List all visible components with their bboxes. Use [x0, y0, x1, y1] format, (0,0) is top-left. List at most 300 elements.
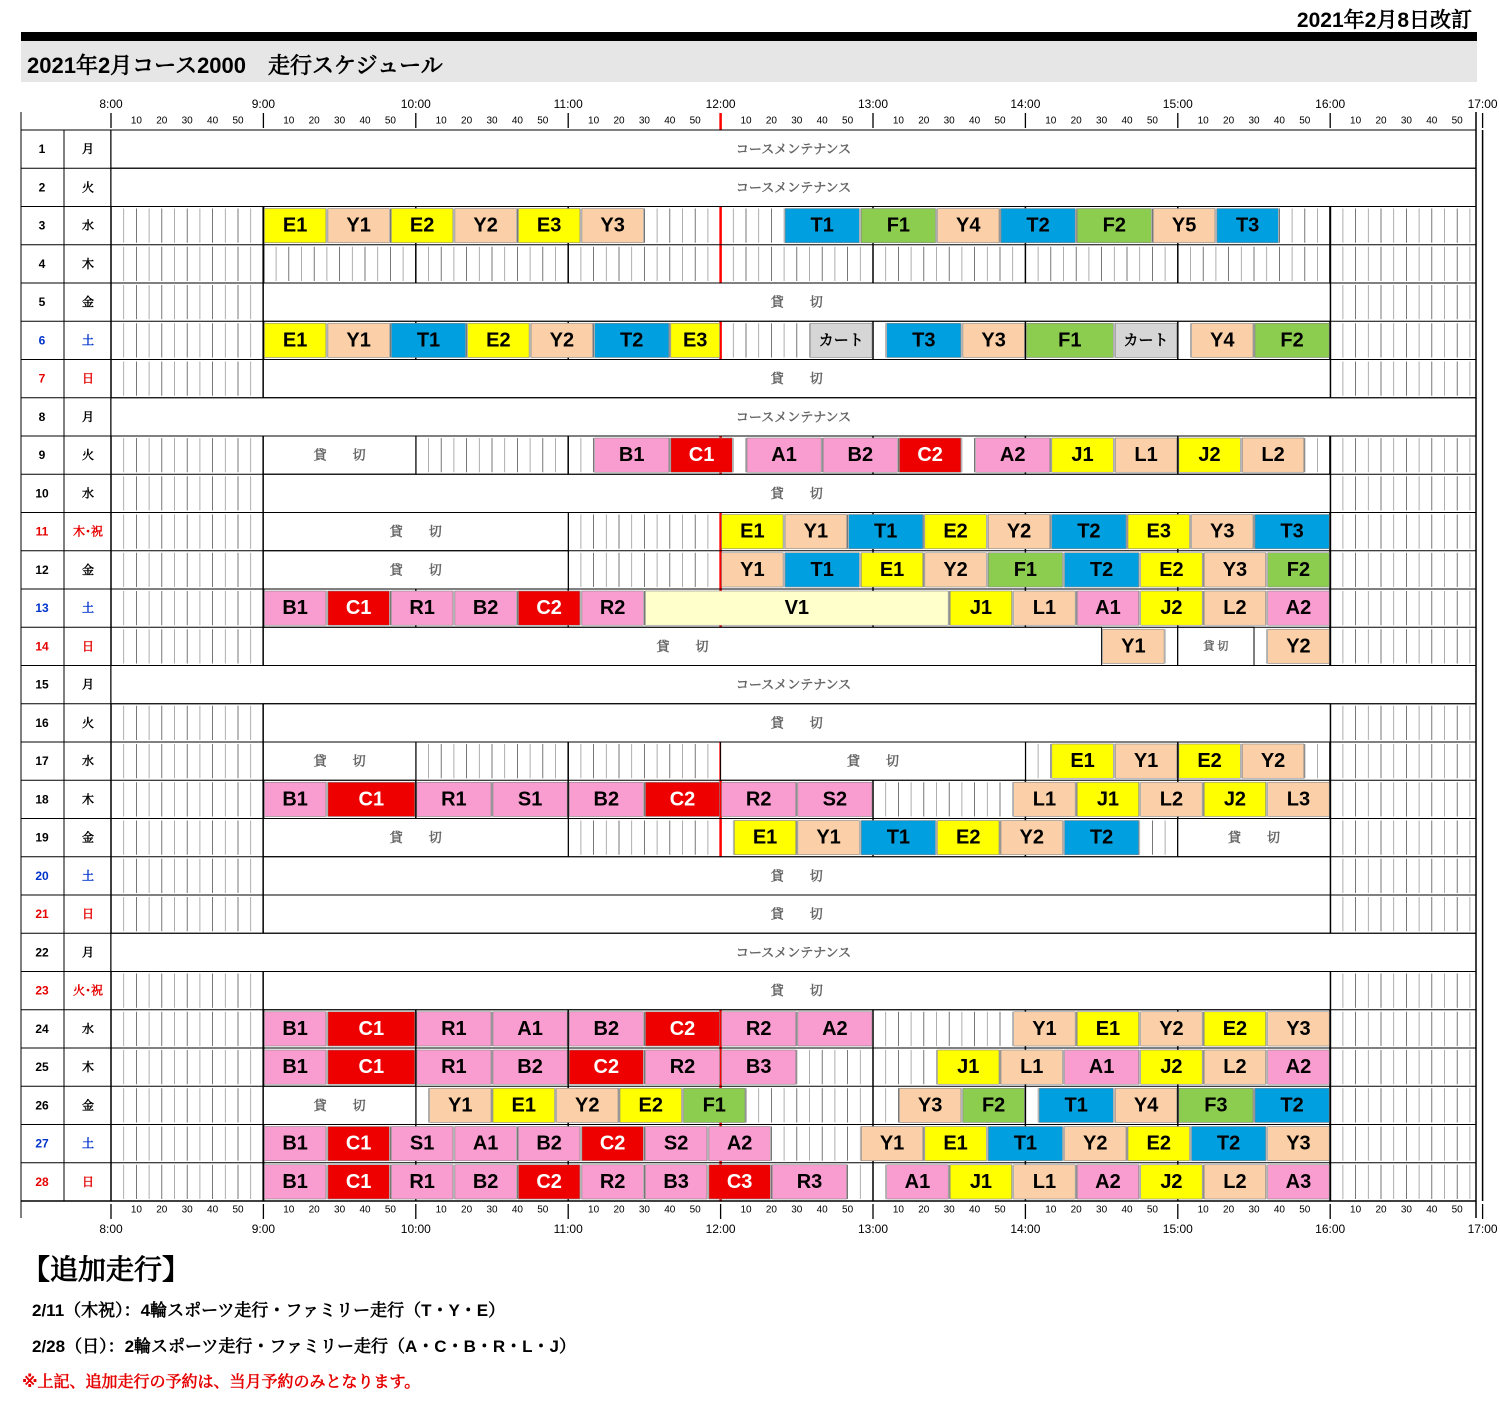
slot-label: Y3 — [917, 1094, 943, 1117]
slot-label: Y1 — [346, 329, 371, 352]
slot-label: R2 — [669, 1056, 696, 1079]
slot-label: T3 — [1280, 520, 1304, 543]
slot-label: F1 — [1013, 558, 1038, 581]
minute-label: 30 — [1400, 1204, 1412, 1216]
hour-label-bottom: 16:00 — [1315, 1222, 1346, 1236]
hour-label: 8:00 — [99, 97, 123, 111]
slot-label: A1 — [472, 1132, 499, 1155]
slot-label: C2 — [599, 1132, 626, 1155]
hour-label-bottom: 10:00 — [400, 1222, 431, 1236]
slot-label: カート — [818, 331, 864, 349]
minute-label: 30 — [943, 1204, 955, 1216]
minute-label: 20 — [308, 115, 320, 127]
slot-label: E2 — [956, 826, 981, 849]
minute-label: 10 — [1350, 1204, 1362, 1216]
slot-label: F2 — [1280, 329, 1304, 352]
slot-label: Y4 — [1133, 1094, 1159, 1117]
slot-label: C2 — [917, 444, 943, 467]
slot-label: A1 — [1088, 1056, 1115, 1079]
weekday: 月 — [81, 409, 95, 424]
slot-label: J1 — [957, 1056, 980, 1079]
minute-label: 40 — [1121, 1204, 1133, 1216]
slot-label: E3 — [536, 214, 562, 237]
slot-label: Y1 — [879, 1132, 905, 1155]
slot-label: B1 — [282, 1132, 308, 1155]
slot-label: A2 — [822, 1017, 848, 1040]
slot-label: J1 — [1071, 444, 1094, 467]
slot-label: Y2 — [473, 214, 498, 237]
minute-label: 50 — [232, 1204, 244, 1216]
slot-label: E2 — [486, 329, 511, 352]
hour-label: 17:00 — [1467, 97, 1498, 111]
minute-label: 10 — [130, 1204, 142, 1216]
slot-label: J1 — [1096, 788, 1120, 811]
minute-label: 50 — [994, 1204, 1006, 1216]
slot-label: T2 — [1089, 558, 1114, 581]
slot-label: E1 — [282, 214, 308, 237]
slot-label: R3 — [796, 1170, 823, 1193]
slot-label: Y3 — [600, 214, 625, 237]
hour-label: 9:00 — [251, 97, 276, 111]
charter-label: 貸 切 — [770, 906, 823, 922]
notes-heading: 【追加走行】 — [22, 1254, 191, 1285]
note-line-2: 2/28（日）：2輪スポーツ走行・ファミリー走行（A・C・B・R・L・J） — [32, 1337, 576, 1356]
minute-label: 30 — [791, 115, 803, 127]
slot-label: カート — [1123, 331, 1169, 349]
weekday: 日 — [81, 1174, 95, 1189]
minute-label: 10 — [892, 115, 904, 127]
slot-label: E1 — [1095, 1017, 1121, 1040]
weekday: 木 — [81, 256, 95, 271]
weekday: 火 — [81, 448, 95, 463]
minute-label: 30 — [486, 1204, 498, 1216]
slot-label: C2 — [536, 597, 562, 620]
slot-label: B1 — [282, 788, 308, 811]
minute-label: 40 — [511, 1204, 523, 1216]
slot-label: R2 — [745, 1017, 772, 1040]
minute-label: 20 — [613, 1204, 625, 1216]
slot-label: T1 — [810, 558, 834, 581]
day-number: 19 — [35, 830, 49, 845]
slot-label: C1 — [358, 1056, 385, 1079]
slot-label: B1 — [282, 1170, 308, 1193]
hour-label: 13:00 — [857, 97, 889, 111]
slot-label: T2 — [620, 329, 644, 352]
maintenance-label: コースメンテナンス — [735, 141, 852, 157]
minute-label: 30 — [181, 115, 193, 127]
charter-label: 貸 切 — [770, 371, 823, 387]
weekday: 金 — [81, 295, 95, 310]
slot-label: F2 — [1102, 214, 1126, 237]
slot-label: E2 — [409, 214, 435, 237]
slot-label: Y1 — [1121, 635, 1146, 658]
day-number: 25 — [35, 1060, 49, 1075]
weekday: 水 — [81, 486, 95, 501]
slot-label: J1 — [969, 1170, 993, 1193]
day-number: 7 — [38, 371, 46, 386]
slot-label: Y2 — [1019, 826, 1044, 849]
slot-label: B3 — [663, 1170, 689, 1193]
weekday: 土 — [81, 333, 95, 348]
minute-label: 30 — [1096, 1204, 1108, 1216]
minute-label: 20 — [156, 115, 168, 127]
slot-label: C1 — [358, 1017, 385, 1040]
minute-label: 30 — [334, 115, 346, 127]
minute-label: 50 — [232, 115, 244, 127]
minute-label: 50 — [842, 1204, 854, 1216]
hour-label-bottom: 12:00 — [705, 1222, 736, 1236]
day-number: 13 — [35, 601, 49, 616]
slot-label: Y4 — [956, 214, 981, 237]
minute-label: 40 — [816, 115, 828, 127]
hour-label-bottom: 9:00 — [251, 1222, 276, 1236]
minute-label: 20 — [1375, 1204, 1387, 1216]
slot-label: Y2 — [1159, 1017, 1184, 1040]
minute-label: 50 — [842, 115, 854, 127]
charter-label: 貸 切 — [770, 868, 823, 884]
slot-label: E2 — [638, 1094, 663, 1117]
day-number: 26 — [35, 1098, 49, 1113]
slot-label: Y3 — [1286, 1132, 1311, 1155]
minute-label: 20 — [1223, 115, 1235, 127]
hour-label: 15:00 — [1162, 97, 1193, 111]
slot-label: L2 — [1223, 597, 1247, 620]
minute-label: 10 — [1045, 115, 1057, 127]
slot-label: E1 — [740, 520, 765, 543]
slot-label: T1 — [886, 826, 911, 849]
slot-label: Y4 — [1210, 329, 1235, 352]
minute-label: 10 — [740, 115, 752, 127]
slot-label: E2 — [1222, 1017, 1248, 1040]
slot-label: Y1 — [803, 520, 829, 543]
slot-label: S1 — [517, 788, 543, 811]
slot-label: C1 — [345, 1170, 372, 1193]
weekday: 木 — [81, 1060, 95, 1075]
hour-label-bottom: 11:00 — [553, 1222, 583, 1236]
slot-label: B1 — [282, 1056, 308, 1079]
slot-label: A1 — [1095, 597, 1121, 620]
minute-label: 40 — [207, 1204, 219, 1216]
slot-label: L3 — [1286, 788, 1311, 811]
minute-label: 20 — [765, 115, 777, 127]
slot-label: T3 — [912, 329, 936, 352]
slot-label: J2 — [1160, 1056, 1183, 1079]
slot-label: A2 — [999, 444, 1026, 467]
day-number: 6 — [38, 333, 46, 348]
minute-label: 10 — [435, 1204, 447, 1216]
slot-label: R1 — [409, 597, 435, 620]
slot-label: B2 — [472, 597, 499, 620]
slot-label: T2 — [1026, 214, 1050, 237]
charter-label: 貸 切 — [389, 830, 442, 846]
slot-label: J2 — [1223, 788, 1247, 811]
weekday: 月 — [81, 945, 95, 960]
day-number: 21 — [35, 907, 49, 922]
day-number: 8 — [38, 409, 46, 424]
slot-label: B1 — [618, 444, 645, 467]
slot-label: T2 — [1077, 520, 1101, 543]
slot-label: L1 — [1134, 444, 1158, 467]
day-number: 3 — [38, 218, 46, 233]
page-title: 2021年2月コース2000 走行スケジュール — [27, 53, 443, 78]
slot-label: C1 — [345, 1132, 372, 1155]
day-number: 15 — [35, 677, 49, 692]
minute-label: 10 — [740, 1204, 752, 1216]
day-number: 17 — [35, 754, 49, 769]
slot-label: C1 — [688, 444, 715, 467]
day-number: 14 — [35, 639, 49, 654]
day-number: 9 — [38, 448, 46, 463]
hour-label-bottom: 8:00 — [99, 1222, 123, 1236]
slot-label: S1 — [409, 1132, 435, 1155]
hour-label: 10:00 — [400, 97, 431, 111]
slot-label: F3 — [1204, 1094, 1228, 1117]
weekday: 水 — [81, 754, 95, 769]
slot-label: E3 — [682, 329, 708, 352]
slot-label: Y2 — [1083, 1132, 1108, 1155]
charter-label: 貸 切 — [770, 294, 823, 310]
minute-label: 10 — [283, 1204, 295, 1216]
slot-label: T2 — [1216, 1132, 1241, 1155]
slot-label: R1 — [441, 788, 467, 811]
slot-label: B2 — [536, 1132, 562, 1155]
weekday: 土 — [81, 601, 95, 616]
slot-label: E2 — [1197, 750, 1222, 773]
minute-label: 50 — [537, 1204, 549, 1216]
minute-label: 50 — [537, 115, 549, 127]
slot-label: J1 — [969, 597, 993, 620]
day-number: 2 — [38, 180, 46, 195]
slot-label: T1 — [1013, 1132, 1038, 1155]
slot-label: L2 — [1261, 444, 1285, 467]
maintenance-label: コースメンテナンス — [735, 179, 852, 195]
minute-label: 20 — [1375, 115, 1387, 127]
minute-label: 20 — [156, 1204, 168, 1216]
slot-label: Y1 — [740, 558, 765, 581]
minute-label: 50 — [994, 115, 1006, 127]
note-warning: ※上記、追加走行の予約は、当月予約のみとなります。 — [22, 1374, 421, 1391]
day-number: 11 — [35, 524, 49, 539]
minute-label: 50 — [1299, 1204, 1311, 1216]
minute-label: 10 — [1197, 115, 1209, 127]
minute-label: 30 — [638, 1204, 650, 1216]
minute-label: 50 — [384, 115, 396, 127]
day-number: 12 — [35, 562, 49, 577]
slot-label: Y1 — [448, 1094, 473, 1117]
minute-label: 40 — [664, 115, 676, 127]
slot-label: L2 — [1223, 1170, 1247, 1193]
slot-label: Y2 — [575, 1094, 600, 1117]
minute-label: 30 — [181, 1204, 193, 1216]
slot-label: J2 — [1198, 444, 1221, 467]
minute-label: 20 — [308, 1204, 320, 1216]
minute-label: 20 — [765, 1204, 777, 1216]
minute-label: 40 — [1426, 1204, 1438, 1216]
minute-label: 50 — [1146, 115, 1158, 127]
weekday: 日 — [81, 371, 95, 386]
slot-label: Y3 — [981, 329, 1006, 352]
slot-label: A2 — [726, 1132, 753, 1155]
minute-label: 40 — [359, 1204, 371, 1216]
day-number: 1 — [38, 142, 46, 157]
minute-label: 30 — [943, 115, 955, 127]
minute-label: 50 — [1299, 115, 1311, 127]
day-number: 16 — [35, 715, 49, 730]
slot-label: R1 — [409, 1170, 435, 1193]
slot-label: F1 — [702, 1094, 726, 1117]
slot-label: Y2 — [549, 329, 575, 352]
minute-label: 40 — [207, 115, 219, 127]
slot-label: L2 — [1223, 1056, 1247, 1079]
slot-label: Y1 — [1032, 1017, 1057, 1040]
slot-label: C1 — [345, 597, 372, 620]
hour-label: 11:00 — [553, 97, 583, 111]
minute-label: 30 — [638, 115, 650, 127]
day-number: 23 — [35, 983, 49, 998]
minute-label: 40 — [664, 1204, 676, 1216]
maintenance-label: コースメンテナンス — [735, 677, 852, 693]
slot-label: B1 — [282, 597, 308, 620]
weekday: 日 — [81, 639, 95, 654]
slot-label: Y1 — [816, 826, 841, 849]
minute-label: 30 — [486, 115, 498, 127]
minute-label: 40 — [359, 115, 371, 127]
charter-label: 貸 切 — [313, 1097, 366, 1113]
minute-label: 30 — [1400, 115, 1412, 127]
slot-label: E2 — [1159, 558, 1184, 581]
slot-label: L1 — [1020, 1056, 1044, 1079]
slot-label: A2 — [1285, 597, 1312, 620]
slot-label: L2 — [1159, 788, 1184, 811]
minute-label: 20 — [1070, 115, 1082, 127]
weekday: 火･祝 — [72, 983, 104, 998]
slot-label: F2 — [1286, 558, 1311, 581]
weekday: 火 — [81, 715, 95, 730]
minute-label: 40 — [511, 115, 523, 127]
minute-label: 30 — [1096, 115, 1108, 127]
minute-label: 10 — [283, 115, 295, 127]
minute-label: 50 — [1451, 1204, 1463, 1216]
slot-label: T2 — [1089, 826, 1114, 849]
slot-label: E1 — [752, 826, 778, 849]
slot-label: Y5 — [1171, 214, 1197, 237]
slot-label: L1 — [1032, 597, 1057, 620]
day-number: 18 — [35, 792, 49, 807]
slot-label: C1 — [358, 788, 385, 811]
minute-label: 30 — [791, 1204, 803, 1216]
slot-label: J2 — [1160, 1170, 1183, 1193]
charter-label: 貸 切 — [1203, 640, 1229, 653]
minute-label: 40 — [969, 115, 981, 127]
slot-label: R2 — [599, 1170, 626, 1193]
minute-label: 10 — [892, 1204, 904, 1216]
slot-label: B2 — [472, 1170, 499, 1193]
minute-label: 20 — [613, 115, 625, 127]
slot-label: Y3 — [1286, 1017, 1311, 1040]
weekday: 水 — [81, 218, 95, 233]
slot-label: E1 — [282, 329, 308, 352]
minute-label: 40 — [1273, 1204, 1285, 1216]
slot-label: B2 — [593, 1017, 620, 1040]
slot-label: R1 — [441, 1056, 467, 1079]
charter-label: 貸 切 — [846, 753, 900, 769]
slot-label: C2 — [536, 1170, 562, 1193]
slot-label: T1 — [874, 520, 898, 543]
weekday: 火 — [81, 180, 95, 195]
slot-label: Y1 — [1133, 750, 1159, 773]
charter-label: 貸 切 — [1227, 830, 1281, 846]
maintenance-label: コースメンテナンス — [735, 409, 852, 425]
minute-label: 20 — [918, 1204, 930, 1216]
weekday: 土 — [81, 1136, 95, 1151]
slot-label: Y2 — [943, 558, 968, 581]
slot-label: E2 — [943, 520, 968, 543]
slot-label: T1 — [1064, 1094, 1088, 1117]
slot-label: R2 — [599, 597, 626, 620]
day-number: 27 — [35, 1136, 49, 1151]
minute-label: 10 — [435, 115, 447, 127]
slot-label: A1 — [517, 1017, 543, 1040]
charter-label: 貸 切 — [389, 524, 442, 540]
charter-label: 貸 切 — [770, 485, 823, 501]
weekday: 月 — [81, 677, 95, 692]
slot-label: Y1 — [346, 214, 371, 237]
slot-label: Y3 — [1222, 558, 1248, 581]
weekday: 水 — [81, 1021, 95, 1036]
hour-label-bottom: 17:00 — [1467, 1222, 1498, 1236]
slot-label: S2 — [822, 788, 848, 811]
weekday: 月 — [81, 142, 95, 157]
minute-label: 10 — [1350, 115, 1362, 127]
slot-label: F1 — [1058, 329, 1082, 352]
minute-label: 10 — [130, 115, 142, 127]
slot-label: B2 — [517, 1056, 543, 1079]
weekday: 日 — [81, 907, 95, 922]
minute-label: 50 — [689, 115, 701, 127]
slot-label: B2 — [847, 444, 874, 467]
hour-label: 14:00 — [1010, 97, 1041, 111]
slot-label: E2 — [1146, 1132, 1171, 1155]
slot-label: A1 — [771, 444, 797, 467]
weekday: 木 — [81, 792, 95, 807]
day-number: 22 — [35, 945, 49, 960]
charter-label: 貸 切 — [656, 638, 709, 654]
slot-label: S2 — [663, 1132, 689, 1155]
weekday: 金 — [81, 1098, 95, 1113]
hour-label: 12:00 — [705, 97, 736, 111]
minute-label: 50 — [1146, 1204, 1158, 1216]
minute-label: 40 — [1273, 115, 1285, 127]
slot-label: E1 — [511, 1094, 536, 1117]
minute-label: 10 — [1197, 1204, 1209, 1216]
slot-label: B3 — [745, 1056, 772, 1079]
slot-label: A2 — [1095, 1170, 1121, 1193]
minute-label: 50 — [689, 1204, 701, 1216]
minute-label: 40 — [816, 1204, 828, 1216]
slot-label: V1 — [784, 597, 810, 620]
slot-label: B2 — [593, 788, 620, 811]
note-line-1: 2/11（木祝）：4輪スポーツ走行・ファミリー走行（T・Y・E） — [32, 1301, 506, 1320]
slot-label: E3 — [1146, 520, 1171, 543]
charter-label: 貸 切 — [770, 715, 823, 731]
slot-label: C2 — [669, 1017, 696, 1040]
charter-label: 貸 切 — [313, 447, 366, 463]
weekday: 土 — [81, 868, 95, 883]
slot-label: A1 — [904, 1170, 931, 1193]
day-number: 24 — [35, 1021, 49, 1036]
hour-label-bottom: 14:00 — [1010, 1222, 1041, 1236]
hour-label: 16:00 — [1315, 97, 1346, 111]
